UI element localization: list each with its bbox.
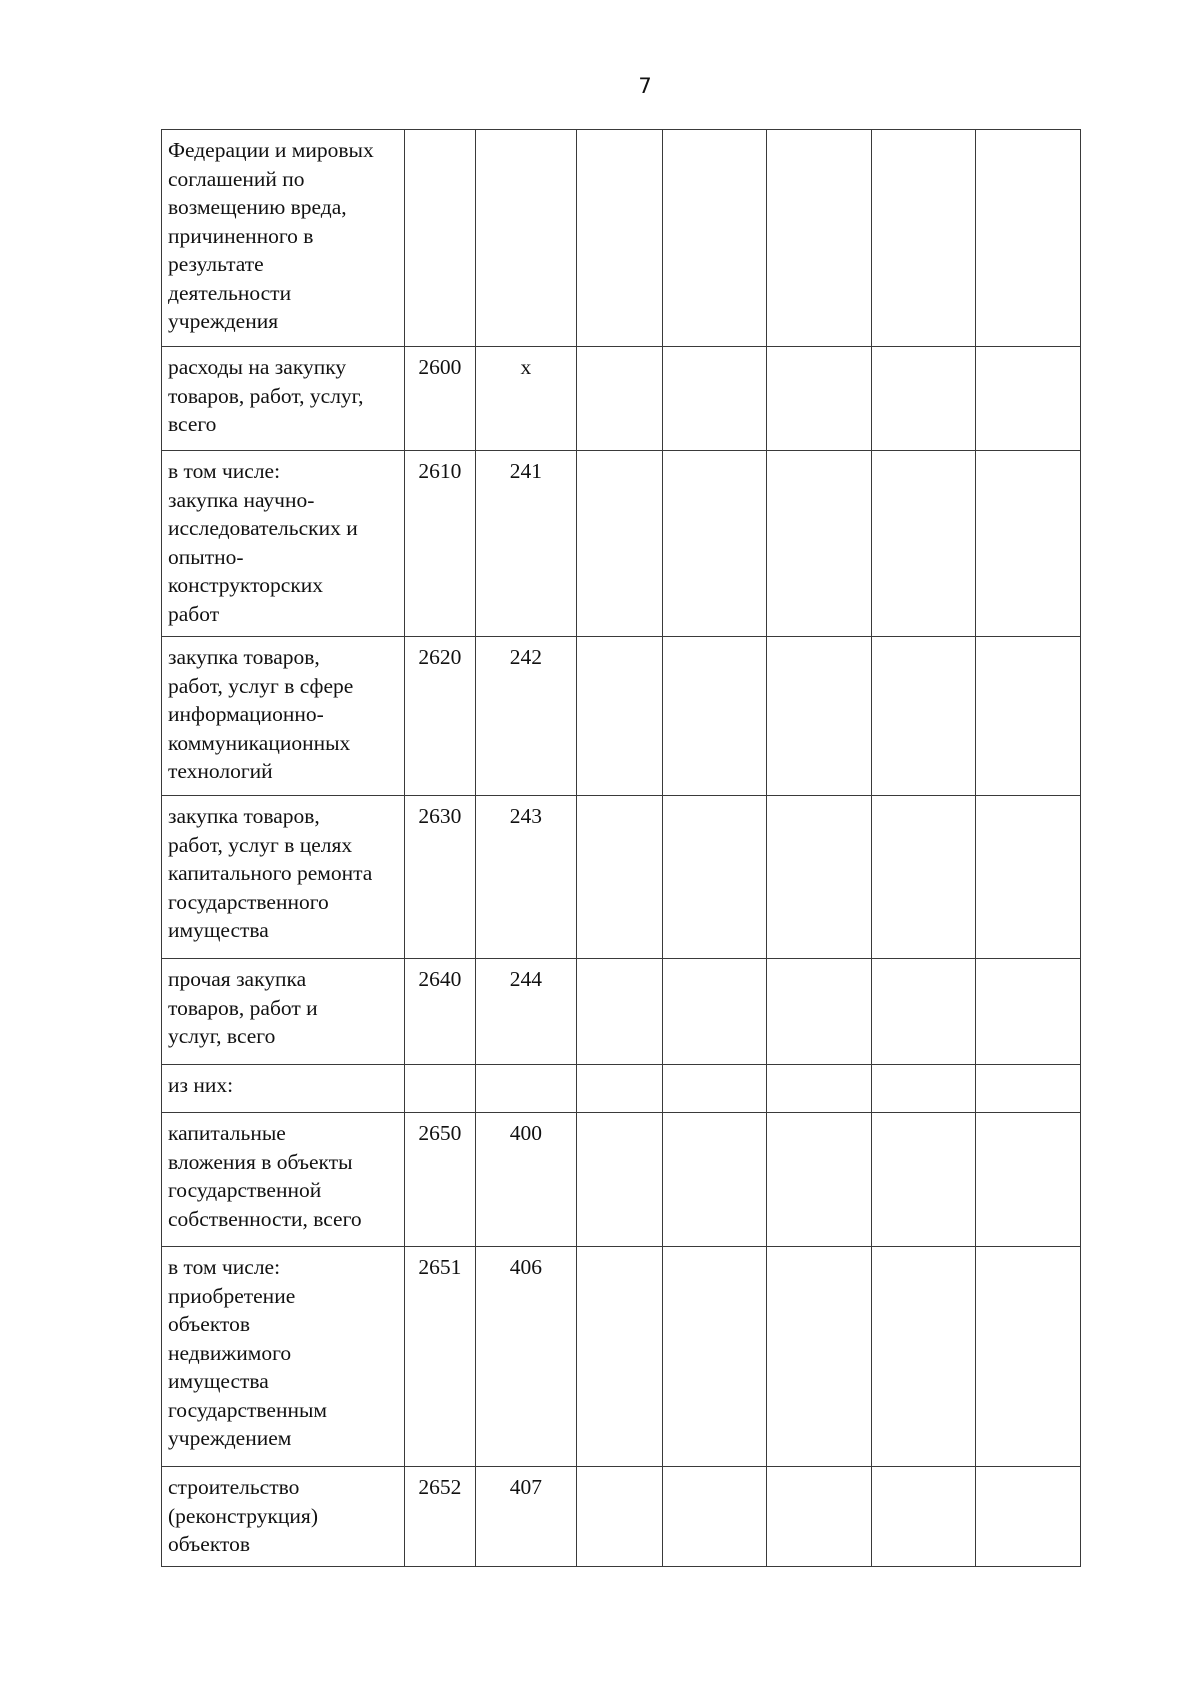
- page-number: 7: [638, 74, 652, 98]
- empty-cell: [975, 1113, 1080, 1247]
- empty-cell: [662, 637, 766, 796]
- empty-cell: [576, 637, 662, 796]
- description-line: из них:: [168, 1073, 234, 1097]
- empty-cell: [767, 1113, 872, 1247]
- empty-cell: [662, 1247, 766, 1467]
- description-line: работ: [168, 601, 220, 626]
- empty-cell: [872, 1113, 975, 1247]
- description-line: прочая закупка: [168, 967, 307, 991]
- empty-cell: [872, 637, 975, 796]
- row-description: [162, 1113, 405, 1247]
- table-row: [162, 347, 1081, 451]
- row-description: [162, 796, 405, 959]
- empty-cell: [872, 1065, 975, 1113]
- description-line: закупка научно-: [168, 487, 315, 512]
- table-row: [162, 451, 1081, 637]
- empty-cell: [576, 1247, 662, 1467]
- empty-cell: [767, 1467, 872, 1567]
- table-row: [162, 959, 1081, 1065]
- empty-cell: [767, 637, 872, 796]
- empty-cell: [975, 1247, 1080, 1467]
- empty-cell: [975, 796, 1080, 959]
- empty-cell: [662, 130, 766, 347]
- empty-cell: [975, 959, 1080, 1065]
- row-description: [162, 451, 405, 637]
- description-line: объектов: [168, 1532, 250, 1556]
- row-code: 2652: [404, 1467, 475, 1567]
- table-row: [162, 1065, 1081, 1113]
- description-line: вложения в объекты: [168, 1149, 353, 1174]
- empty-cell: [576, 451, 662, 637]
- description-line: товаров, работ и: [168, 995, 318, 1020]
- empty-cell: [662, 796, 766, 959]
- empty-cell: [662, 959, 766, 1065]
- row-kbk: [475, 130, 576, 347]
- row-description: [162, 347, 405, 451]
- row-description: [162, 959, 405, 1065]
- description-line: конструкторских: [168, 573, 324, 597]
- row-code: 2640: [404, 959, 475, 1065]
- row-kbk: [475, 1065, 576, 1113]
- row-description: [162, 1247, 405, 1467]
- empty-cell: [872, 959, 975, 1065]
- description-line: технологий: [168, 759, 273, 783]
- empty-cell: [872, 451, 975, 637]
- empty-cell: [975, 451, 1080, 637]
- empty-cell: [872, 1467, 975, 1567]
- description-line: деятельности: [168, 280, 292, 305]
- empty-cell: [576, 1113, 662, 1247]
- empty-cell: [576, 959, 662, 1065]
- budget-table: [161, 129, 1081, 1567]
- empty-cell: [767, 347, 872, 451]
- row-code: 2650: [404, 1113, 475, 1247]
- empty-cell: [872, 130, 975, 347]
- description-line: товаров, работ, услуг,: [168, 383, 364, 408]
- description-line: (реконструкция): [168, 1503, 318, 1528]
- empty-cell: [872, 1247, 975, 1467]
- description-line: государственной: [168, 1178, 322, 1202]
- description-line: закупка товаров,: [168, 645, 320, 669]
- description-line: учреждения: [168, 309, 279, 333]
- row-kbk: 406: [475, 1247, 576, 1467]
- description-line: приобретение: [168, 1283, 296, 1308]
- description-line: закупка товаров,: [168, 804, 320, 828]
- empty-cell: [767, 959, 872, 1065]
- description-line: капитального ремонта: [168, 861, 373, 885]
- row-kbk: 244: [475, 959, 576, 1065]
- row-code: 2610: [404, 451, 475, 637]
- empty-cell: [576, 1467, 662, 1567]
- description-line: информационно-: [168, 702, 324, 726]
- row-description: [162, 637, 405, 796]
- description-line: коммуникационных: [168, 730, 351, 755]
- row-kbk: 243: [475, 796, 576, 959]
- row-code: 2620: [404, 637, 475, 796]
- empty-cell: [767, 130, 872, 347]
- row-kbk: 407: [475, 1467, 576, 1567]
- row-kbk: x: [475, 347, 576, 451]
- row-code: 2630: [404, 796, 475, 959]
- description-line: возмещению вреда,: [168, 195, 347, 219]
- description-line: объектов: [168, 1312, 250, 1336]
- empty-cell: [576, 130, 662, 347]
- empty-cell: [975, 637, 1080, 796]
- empty-cell: [662, 347, 766, 451]
- empty-cell: [975, 130, 1080, 347]
- empty-cell: [662, 1113, 766, 1247]
- row-code: [404, 1065, 475, 1113]
- empty-cell: [767, 451, 872, 637]
- description-line: работ, услуг в сфере: [168, 673, 354, 698]
- empty-cell: [975, 347, 1080, 451]
- description-line: в том числе:: [168, 1255, 281, 1279]
- description-line: Федерации и мировых: [168, 138, 374, 162]
- row-kbk: 242: [475, 637, 576, 796]
- description-line: всего: [168, 412, 217, 436]
- row-description: [162, 1065, 405, 1113]
- empty-cell: [767, 796, 872, 959]
- description-line: причиненного в: [168, 223, 314, 248]
- row-description: [162, 1467, 405, 1567]
- empty-cell: [975, 1065, 1080, 1113]
- table-row: [162, 796, 1081, 959]
- description-line: исследовательских и: [168, 516, 358, 540]
- description-line: результате: [168, 252, 264, 276]
- row-code: 2600: [404, 347, 475, 451]
- empty-cell: [576, 347, 662, 451]
- empty-cell: [662, 1467, 766, 1567]
- description-line: государственного: [168, 889, 329, 914]
- empty-cell: [872, 796, 975, 959]
- row-code: 2651: [404, 1247, 475, 1467]
- description-line: недвижимого: [168, 1340, 292, 1365]
- empty-cell: [975, 1467, 1080, 1567]
- description-line: государственным: [168, 1397, 328, 1422]
- description-line: строительство: [168, 1475, 300, 1499]
- description-line: услуг, всего: [168, 1024, 276, 1048]
- description-line: учреждением: [168, 1426, 292, 1450]
- empty-cell: [767, 1065, 872, 1113]
- description-line: опытно-: [168, 544, 244, 569]
- empty-cell: [576, 1065, 662, 1113]
- description-line: собственности, всего: [168, 1206, 362, 1231]
- table-row: [162, 1247, 1081, 1467]
- table-row: [162, 1467, 1081, 1567]
- table-row: [162, 637, 1081, 796]
- empty-cell: [576, 796, 662, 959]
- row-code: [404, 130, 475, 347]
- table-row: [162, 1113, 1081, 1247]
- description-line: имущества: [168, 1369, 269, 1393]
- empty-cell: [662, 451, 766, 637]
- description-line: расходы на закупку: [168, 355, 347, 379]
- row-kbk: 400: [475, 1113, 576, 1247]
- description-line: в том числе:: [168, 459, 281, 483]
- description-line: имущества: [168, 918, 269, 942]
- row-kbk: 241: [475, 451, 576, 637]
- table-row: [162, 130, 1081, 347]
- empty-cell: [767, 1247, 872, 1467]
- empty-cell: [872, 347, 975, 451]
- description-line: работ, услуг в целях: [168, 832, 353, 857]
- row-description: [162, 130, 405, 347]
- description-line: капитальные: [168, 1121, 286, 1145]
- empty-cell: [662, 1065, 766, 1113]
- description-line: соглашений по: [168, 166, 305, 191]
